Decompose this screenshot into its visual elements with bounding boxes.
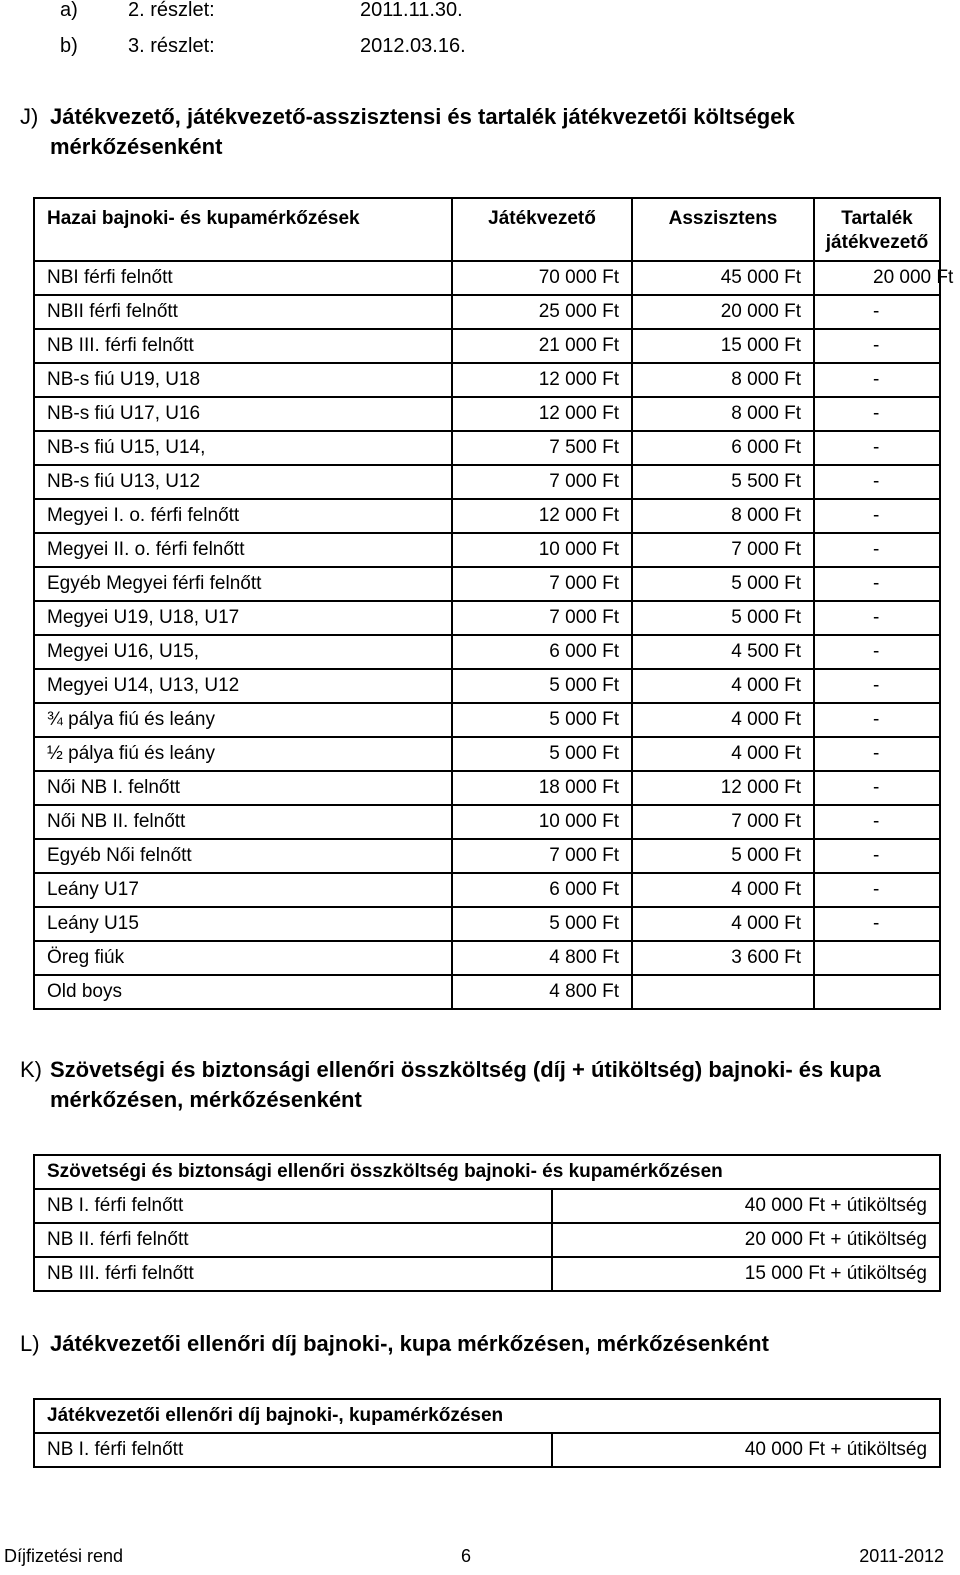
table-row — [34, 907, 940, 941]
table-row — [34, 601, 940, 635]
row-category: ½ pálya fiú és leány — [34, 737, 452, 771]
row-referee-fee: 21 000 Ft — [452, 329, 632, 363]
row-amount: 40 000 Ft + útiköltség — [552, 1433, 940, 1467]
row-assistant-fee: 8 000 Ft — [632, 397, 814, 431]
row-category: NB-s fiú U13, U12 — [34, 465, 452, 499]
section-k-heading — [20, 1055, 940, 1117]
footer-right: 2011-2012 — [859, 1546, 944, 1566]
row-assistant-fee: 8 000 Ft — [632, 499, 814, 533]
row-reserve-fee: - — [814, 329, 940, 363]
row-assistant-fee: 5 000 Ft — [632, 839, 814, 873]
row-category: NBII férfi felnőtt — [34, 295, 452, 329]
row-category: NBI férfi felnőtt — [34, 261, 452, 295]
table-row — [34, 499, 940, 533]
section-k-label: K) — [20, 1057, 42, 1082]
intro-date: 2012.03.16. — [360, 35, 466, 57]
row-reserve-fee: - — [814, 635, 940, 669]
header-reserve: Tartalék játékvezető — [814, 198, 940, 261]
intro-date: 2011.11.30. — [360, 0, 463, 21]
table-row — [34, 805, 940, 839]
row-referee-fee: 10 000 Ft — [452, 805, 632, 839]
row-referee-fee: 7 500 Ft — [452, 431, 632, 465]
row-referee-fee: 7 000 Ft — [452, 839, 632, 873]
row-referee-fee: 12 000 Ft — [452, 397, 632, 431]
header-assistant: Asszisztens — [632, 198, 814, 261]
row-category: Egyéb Női felnőtt — [34, 839, 452, 873]
row-reserve-fee: - — [814, 295, 940, 329]
table-row — [34, 635, 940, 669]
table-row — [34, 329, 940, 363]
row-referee-fee: 7 000 Ft — [452, 601, 632, 635]
row-reserve-fee: - — [814, 533, 940, 567]
table-row — [34, 1257, 940, 1291]
intro-line-a — [60, 0, 560, 25]
table-row — [34, 703, 940, 737]
inspector-fee-header: Játékvezetői ellenőri díj bajnoki-, kupamérkőzésen — [34, 1399, 940, 1433]
row-reserve-fee — [814, 975, 940, 1009]
row-reserve-fee: - — [814, 839, 940, 873]
row-referee-fee: 5 000 Ft — [452, 737, 632, 771]
row-assistant-fee: 7 000 Ft — [632, 533, 814, 567]
row-category: Egyéb Megyei férfi felnőtt — [34, 567, 452, 601]
row-referee-fee: 25 000 Ft — [452, 295, 632, 329]
row-referee-fee: 5 000 Ft — [452, 907, 632, 941]
footer-left: Díjfizetési rend — [4, 1546, 124, 1566]
table-row — [34, 567, 940, 601]
row-assistant-fee: 4 000 Ft — [632, 873, 814, 907]
footer-page-number: 6 — [461, 1546, 472, 1566]
intro-line-b — [60, 35, 560, 61]
row-referee-fee: 6 000 Ft — [452, 873, 632, 907]
row-category: Leány U17 — [34, 873, 452, 907]
row-referee-fee: 5 000 Ft — [452, 669, 632, 703]
row-reserve-fee: 20 000 Ft — [814, 261, 940, 295]
row-category: NB-s fiú U19, U18 — [34, 363, 452, 397]
row-referee-fee: 10 000 Ft — [452, 533, 632, 567]
section-l-label: L) — [20, 1331, 40, 1356]
row-category: NB II. férfi felnőtt — [34, 1223, 552, 1257]
row-category: Megyei U19, U18, U17 — [34, 601, 452, 635]
referee-inspector-fee-table — [33, 1398, 941, 1468]
row-assistant-fee: 12 000 Ft — [632, 771, 814, 805]
row-category: Öreg fiúk — [34, 941, 452, 975]
row-referee-fee: 4 800 Ft — [452, 975, 632, 1009]
row-assistant-fee: 5 500 Ft — [632, 465, 814, 499]
referee-fee-table — [33, 197, 954, 1010]
row-assistant-fee: 3 600 Ft — [632, 941, 814, 975]
row-reserve-fee: - — [814, 567, 940, 601]
row-category: Old boys — [34, 975, 452, 1009]
table-header-row — [34, 1399, 940, 1433]
row-assistant-fee: 7 000 Ft — [632, 805, 814, 839]
row-assistant-fee: 20 000 Ft — [632, 295, 814, 329]
row-referee-fee: 7 000 Ft — [452, 567, 632, 601]
row-category: NB I. férfi felnőtt — [34, 1189, 552, 1223]
table-row — [34, 261, 940, 295]
row-category: Női NB I. felnőtt — [34, 771, 452, 805]
row-assistant-fee — [632, 975, 814, 1009]
row-reserve-fee: - — [814, 363, 940, 397]
row-reserve-fee — [814, 941, 940, 975]
row-category: Megyei U14, U13, U12 — [34, 669, 452, 703]
intro-marker: b) — [60, 35, 78, 57]
table-row — [34, 1223, 940, 1257]
table-row — [34, 737, 940, 771]
row-reserve-fee: - — [814, 805, 940, 839]
controller-cost-header: Szövetségi és biztonsági ellenőri összköltség bajnoki- és kupamérkőzésen — [34, 1155, 940, 1189]
row-reserve-fee: - — [814, 703, 940, 737]
row-referee-fee: 4 800 Ft — [452, 941, 632, 975]
intro-label: 3. részlet: — [128, 35, 215, 57]
row-assistant-fee: 15 000 Ft — [632, 329, 814, 363]
row-referee-fee: 6 000 Ft — [452, 635, 632, 669]
row-amount: 15 000 Ft + útiköltség — [552, 1257, 940, 1291]
table-row — [34, 397, 940, 431]
table-row — [34, 1433, 940, 1467]
header-referee: Játékvezető — [452, 198, 632, 261]
row-reserve-fee: - — [814, 669, 940, 703]
section-l-heading — [20, 1329, 940, 1361]
section-j-label: J) — [20, 104, 39, 129]
table-row — [34, 873, 940, 907]
table-row — [34, 295, 940, 329]
controller-cost-table — [33, 1154, 941, 1292]
row-assistant-fee: 6 000 Ft — [632, 431, 814, 465]
table-row — [34, 975, 940, 1009]
row-assistant-fee: 5 000 Ft — [632, 567, 814, 601]
row-category: NB-s fiú U15, U14, — [34, 431, 452, 465]
row-reserve-fee: - — [814, 907, 940, 941]
row-category: Leány U15 — [34, 907, 452, 941]
row-reserve-fee: - — [814, 431, 940, 465]
row-category: NB I. férfi felnőtt — [34, 1433, 552, 1467]
table-row — [34, 363, 940, 397]
table-row — [34, 771, 940, 805]
table-row — [34, 839, 940, 873]
table-header-row — [34, 1155, 940, 1189]
row-reserve-fee: - — [814, 737, 940, 771]
row-category: Megyei I. o. férfi felnőtt — [34, 499, 452, 533]
table-row — [34, 533, 940, 567]
table-row — [34, 1189, 940, 1223]
row-referee-fee: 7 000 Ft — [452, 465, 632, 499]
table-row — [34, 669, 940, 703]
row-category: ¾ pálya fiú és leány — [34, 703, 452, 737]
row-assistant-fee: 4 000 Ft — [632, 907, 814, 941]
row-reserve-fee: - — [814, 465, 940, 499]
intro-marker: a) — [60, 0, 78, 21]
table-header-row — [34, 198, 940, 261]
table-row — [34, 941, 940, 975]
row-category: NB-s fiú U17, U16 — [34, 397, 452, 431]
row-amount: 40 000 Ft + útiköltség — [552, 1189, 940, 1223]
section-j-heading — [20, 102, 940, 164]
row-assistant-fee: 45 000 Ft — [632, 261, 814, 295]
row-referee-fee: 12 000 Ft — [452, 499, 632, 533]
row-category: NB III. férfi felnőtt — [34, 329, 452, 363]
row-reserve-fee: - — [814, 771, 940, 805]
section-l-title: Játékvezetői ellenőri díj bajnoki-, kupa mérkőzésen, mérkőzésenként — [50, 1331, 769, 1356]
section-j-title: Játékvezető, játékvezető-asszisztensi és tartalék játékvezetői költségek mérkőzésenként — [50, 104, 795, 159]
row-assistant-fee: 4 000 Ft — [632, 669, 814, 703]
row-assistant-fee: 4 000 Ft — [632, 703, 814, 737]
row-assistant-fee: 5 000 Ft — [632, 601, 814, 635]
row-referee-fee: 12 000 Ft — [452, 363, 632, 397]
row-amount: 20 000 Ft + útiköltség — [552, 1223, 940, 1257]
row-referee-fee: 18 000 Ft — [452, 771, 632, 805]
table-row — [34, 465, 940, 499]
section-k-title: Szövetségi és biztonsági ellenőri összköltség (díj + útiköltség) bajnoki- és kupa mérkőzésen, mérkőzésenként — [50, 1057, 881, 1112]
row-category: Női NB II. felnőtt — [34, 805, 452, 839]
table-row — [34, 431, 940, 465]
row-assistant-fee: 4 000 Ft — [632, 737, 814, 771]
intro-label: 2. részlet: — [128, 0, 215, 21]
row-category: Megyei U16, U15, — [34, 635, 452, 669]
row-referee-fee: 5 000 Ft — [452, 703, 632, 737]
row-category: NB III. férfi felnőtt — [34, 1257, 552, 1291]
header-category: Hazai bajnoki- és kupamérkőzések — [34, 198, 452, 261]
row-reserve-fee: - — [814, 499, 940, 533]
row-reserve-fee: - — [814, 601, 940, 635]
row-reserve-fee: - — [814, 873, 940, 907]
row-category: Megyei II. o. férfi felnőtt — [34, 533, 452, 567]
row-reserve-fee: - — [814, 397, 940, 431]
row-assistant-fee: 4 500 Ft — [632, 635, 814, 669]
row-referee-fee: 70 000 Ft — [452, 261, 632, 295]
row-assistant-fee: 8 000 Ft — [632, 363, 814, 397]
